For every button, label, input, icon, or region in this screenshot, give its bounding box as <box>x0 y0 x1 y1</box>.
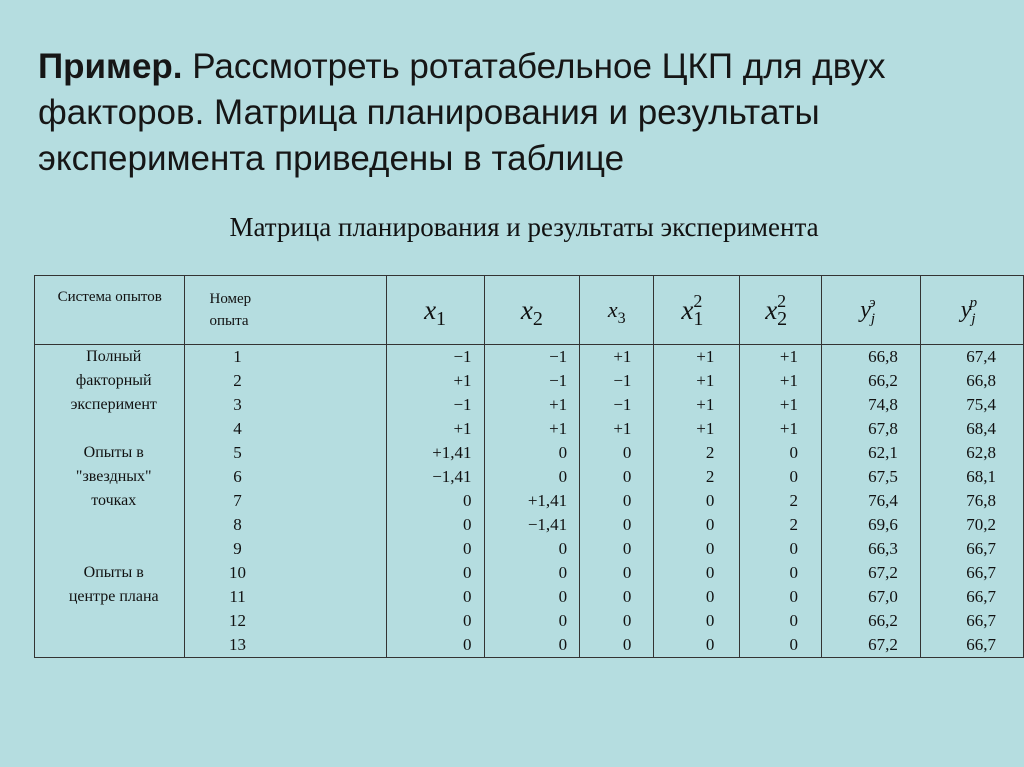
table-cell: 0 <box>705 611 715 630</box>
y-experimental-stack <box>822 345 920 657</box>
table-cell: 2 <box>705 467 715 486</box>
table-cell: 0 <box>705 491 715 510</box>
table-cell: 75,4 <box>966 395 996 414</box>
group-full-factorial <box>35 345 184 417</box>
slide-heading <box>38 44 998 182</box>
table-cell: 0 <box>789 635 798 654</box>
table-cell: 0 <box>463 563 472 582</box>
table-cell: 0 <box>789 587 798 606</box>
table-cell: 0 <box>705 587 715 606</box>
table-cell: 0 <box>705 515 715 534</box>
table-cell: 13 <box>229 635 247 654</box>
table-cell: 0 <box>622 611 632 630</box>
table-cell: +1 <box>696 347 715 366</box>
table-cell: 76,8 <box>966 491 996 510</box>
table-cell: −1,41 <box>527 515 568 534</box>
table-cell: 66,7 <box>966 539 996 558</box>
table-cell: 0 <box>558 611 568 630</box>
table-cell: 66,8 <box>966 371 996 390</box>
table-cell: 74,8 <box>868 395 898 414</box>
number-stack <box>185 345 385 657</box>
table-cell: 0 <box>789 611 798 630</box>
table-cell: 0 <box>558 467 568 486</box>
table-cell: 1 <box>233 347 242 366</box>
table-cell: −1 <box>613 371 632 390</box>
table-cell: 5 <box>233 443 242 462</box>
header-x1 <box>386 276 484 345</box>
table-cell: 0 <box>789 443 798 462</box>
table-cell: 0 <box>463 491 472 510</box>
header-q2-sup: 2 <box>777 290 787 311</box>
x1-stack <box>387 345 484 657</box>
table-cell: 62,1 <box>868 443 898 462</box>
table-cell: 0 <box>789 563 798 582</box>
x1-squared-column <box>654 345 740 658</box>
table-cell: 0 <box>622 443 632 462</box>
system-column <box>35 345 185 658</box>
heading-text: Рассмотреть ротатабельное ЦКП для двух факторов. Матрица планирования и результаты эксперимента приведены в таблице <box>38 47 886 178</box>
header-system <box>35 276 185 345</box>
planning-matrix-table <box>34 275 1024 658</box>
x1-column <box>386 345 484 658</box>
table-cell: 62,8 <box>966 443 996 462</box>
table-cell: −1 <box>453 347 472 366</box>
y-predicted-stack <box>921 345 1023 657</box>
group-label-line: Опыты в <box>83 564 144 581</box>
table-cell: 4 <box>233 419 242 438</box>
table-cell: −1 <box>613 395 632 414</box>
table-cell: 68,1 <box>966 467 996 486</box>
table-body-row <box>35 345 1024 658</box>
table-cell: 6 <box>233 467 242 486</box>
header-q1-sub: 1 <box>693 307 704 330</box>
x1-squared-stack <box>654 345 739 657</box>
table-cell: 67,2 <box>868 563 898 582</box>
table-cell: 70,2 <box>966 515 996 534</box>
header-q1-symbol: x <box>681 294 694 325</box>
table-cell: 9 <box>233 539 242 558</box>
table-cell: 67,0 <box>868 587 898 606</box>
table-cell: +1 <box>549 419 568 438</box>
table-cell: −1,41 <box>432 467 472 486</box>
table-cell: 66,2 <box>868 371 898 390</box>
table-cell: 2 <box>789 491 798 510</box>
header-x3-sub: 3 <box>617 310 626 327</box>
table-cell: 0 <box>789 539 798 558</box>
table-cell: 0 <box>622 635 632 654</box>
table-cell: 0 <box>463 635 472 654</box>
table-cell: 66,3 <box>868 539 898 558</box>
table-cell: 10 <box>229 563 247 582</box>
table-cell: 0 <box>705 635 715 654</box>
header-x2-sub: 2 <box>532 307 543 330</box>
table-cell: 0 <box>463 587 472 606</box>
table-cell: 12 <box>229 611 247 630</box>
x2-stack <box>485 345 580 657</box>
table-cell: 0 <box>463 539 472 558</box>
table-cell: 0 <box>558 443 568 462</box>
header-x2-symbol: x <box>520 294 533 325</box>
table-cell: +1 <box>549 395 568 414</box>
table-cell: +1 <box>779 419 798 438</box>
table-cell: 2 <box>705 443 715 462</box>
header-yp-sub: j <box>971 310 976 327</box>
table-cell: +1 <box>613 419 632 438</box>
table-cell: 67,2 <box>868 635 898 654</box>
table-cell: 2 <box>233 371 242 390</box>
table-cell: +1 <box>779 347 798 366</box>
table-cell: 0 <box>622 587 632 606</box>
header-x2-squared <box>740 276 822 345</box>
table-cell: 66,2 <box>868 611 898 630</box>
table-cell: 0 <box>622 491 632 510</box>
table-cell: 0 <box>622 467 632 486</box>
table-cell: 66,7 <box>966 635 996 654</box>
header-x3-symbol: x <box>607 297 618 322</box>
table-cell: 76,4 <box>868 491 898 510</box>
table-caption: Матрица планирования и результаты эксперимента <box>229 212 819 242</box>
header-ye-sup: э <box>869 294 876 311</box>
header-x1-sub: 1 <box>436 307 447 330</box>
header-ye-symbol: y <box>860 296 871 323</box>
x2-column <box>484 345 580 658</box>
header-y-experimental <box>821 276 920 345</box>
table-cell: +1 <box>779 371 798 390</box>
header-x3 <box>580 276 654 345</box>
header-number-line1: Номер <box>209 291 252 307</box>
table-cell: +1,41 <box>527 491 568 510</box>
table-cell: +1 <box>696 419 715 438</box>
group-label-line: Опыты в <box>83 444 144 461</box>
table-cell: +1 <box>453 371 472 390</box>
header-y-predicted <box>920 276 1023 345</box>
header-q1-sup: 2 <box>693 290 703 311</box>
x3-column <box>580 345 654 658</box>
table-cell: +1 <box>613 347 632 366</box>
table-cell: 2 <box>789 515 798 534</box>
x2-squared-column <box>740 345 822 658</box>
header-yp-sup: р <box>969 294 978 311</box>
table-cell: 66,7 <box>966 611 996 630</box>
group-label-line: факторный <box>75 372 152 389</box>
number-column <box>185 345 386 658</box>
table-cell: 0 <box>622 563 632 582</box>
table-cell: 67,4 <box>966 347 996 366</box>
table-cell: 11 <box>229 587 246 606</box>
table-cell: 0 <box>705 563 715 582</box>
table-cell: 67,8 <box>868 419 898 438</box>
header-x1-symbol: x <box>424 294 437 325</box>
table-cell: 66,7 <box>966 587 996 606</box>
table-cell: 0 <box>558 539 568 558</box>
group-label-line: Полный <box>86 348 142 365</box>
table-cell: 66,7 <box>966 563 996 582</box>
header-system-label: Система опытов <box>57 289 162 305</box>
group-label-line: эксперимент <box>70 396 157 413</box>
header-q2-symbol: x <box>765 294 778 325</box>
header-number-line2: опыта <box>209 313 249 329</box>
table-cell: −1 <box>453 395 472 414</box>
table-cell: +1 <box>696 395 715 414</box>
table-cell: 0 <box>558 587 568 606</box>
group-star-points <box>35 441 184 513</box>
x2-squared-stack <box>740 345 821 657</box>
heading-bold-label: Пример. <box>38 47 183 86</box>
table-cell: 0 <box>622 515 632 534</box>
header-ye-sub: j <box>870 310 876 327</box>
table-cell: 0 <box>558 563 568 582</box>
x3-stack <box>580 345 653 657</box>
table-cell: −1 <box>549 347 568 366</box>
table-header-row <box>35 276 1024 345</box>
table-cell: 68,4 <box>966 419 996 438</box>
y-predicted-column <box>920 345 1023 658</box>
header-x1-squared <box>654 276 740 345</box>
header-x2 <box>484 276 580 345</box>
header-yp-symbol: y <box>960 296 972 323</box>
group-label-line: точках <box>91 492 137 509</box>
table-cell: 0 <box>463 611 472 630</box>
table-cell: 0 <box>622 539 632 558</box>
table-cell: 69,6 <box>868 515 898 534</box>
header-q2-sub: 2 <box>777 307 788 330</box>
table-cell: 7 <box>233 491 242 510</box>
table-cell: 3 <box>233 395 242 414</box>
header-number <box>185 276 386 345</box>
table-cell: +1,41 <box>432 443 472 462</box>
y-experimental-column <box>821 345 920 658</box>
group-label-line: "звездных" <box>75 468 152 485</box>
table-cell: +1 <box>779 395 798 414</box>
table-cell: 0 <box>558 635 568 654</box>
table-cell: −1 <box>549 371 568 390</box>
group-label-line: центре плана <box>68 588 159 605</box>
table-cell: 8 <box>233 515 242 534</box>
table-cell: +1 <box>453 419 472 438</box>
table-cell: 0 <box>463 515 472 534</box>
table-cell: 0 <box>705 539 715 558</box>
table-cell: +1 <box>696 371 715 390</box>
table-cell: 0 <box>789 467 798 486</box>
table-cell: 67,5 <box>868 467 898 486</box>
table-cell: 66,8 <box>868 347 898 366</box>
group-center-points <box>35 561 184 609</box>
